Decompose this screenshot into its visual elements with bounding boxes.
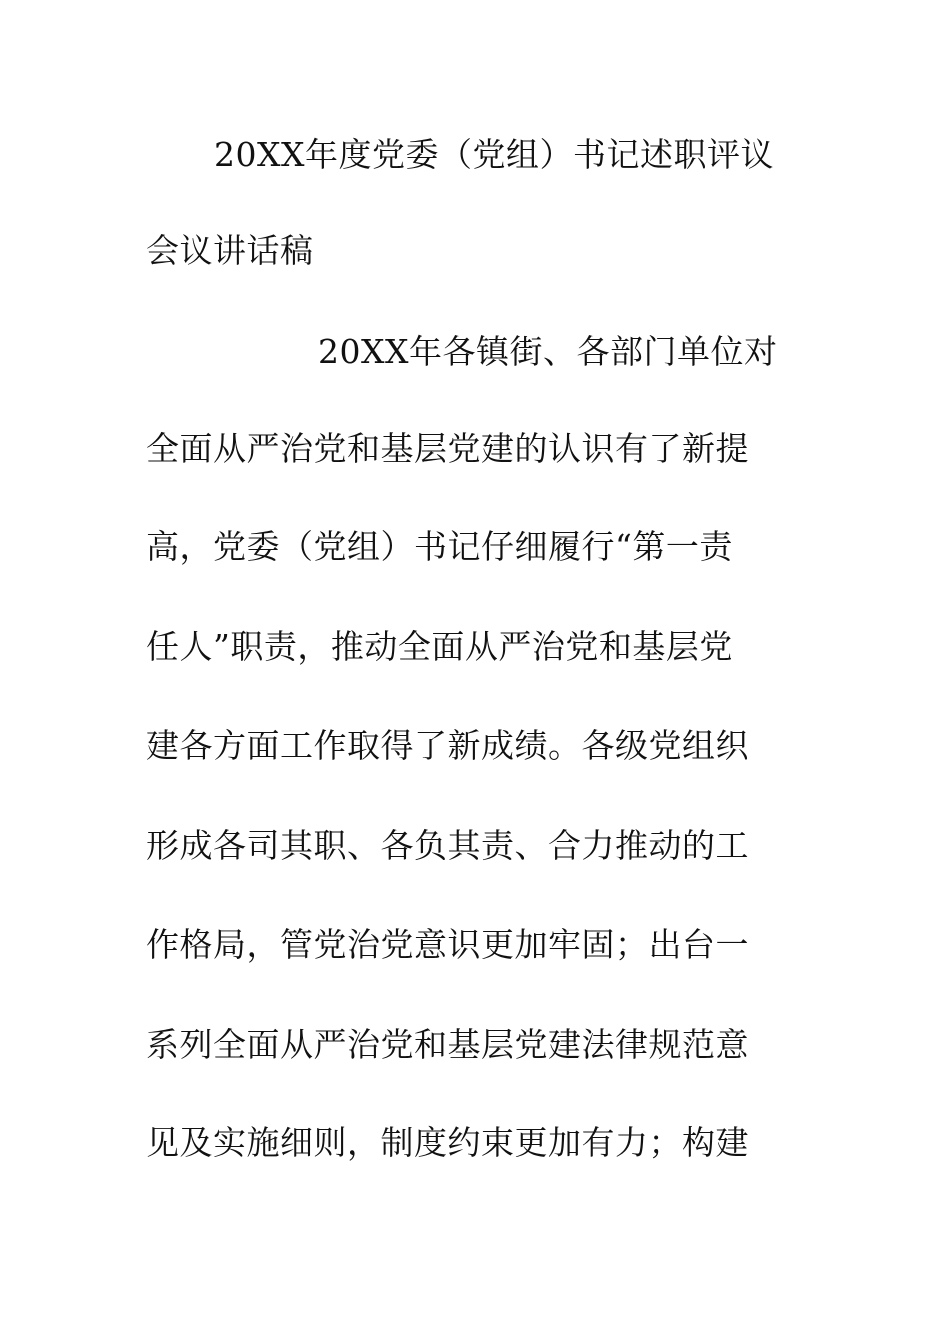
document-title-line-2: 会议讲话稿 [146,231,314,270]
paragraph-line-7: 作格局，管党治党意识更加牢固；出台一 [146,925,749,964]
paragraph-line-5: 建各方面工作取得了新成绩。各级党组织 [146,726,749,765]
paragraph-line-9: 见及实施细则，制度约束更加有力；构建 [146,1123,749,1162]
paragraph-line-3: 高，党委（党组）书记仔细履行“第一责 [146,527,733,566]
paragraph-line-8: 系列全面从严治党和基层党建法律规范意 [146,1025,749,1064]
document-title-line-1: 20XX年度党委（党组）书记述职评议 [214,135,774,174]
paragraph-line-1: 20XX年各镇街、各部门单位对 [318,332,778,371]
paragraph-line-6: 形成各司其职、各负其责、合力推动的工 [146,826,749,865]
paragraph-line-4: 任人”职责，推动全面从严治党和基层党 [146,627,733,666]
paragraph-line-2: 全面从严治党和基层党建的认识有了新提 [146,429,749,468]
